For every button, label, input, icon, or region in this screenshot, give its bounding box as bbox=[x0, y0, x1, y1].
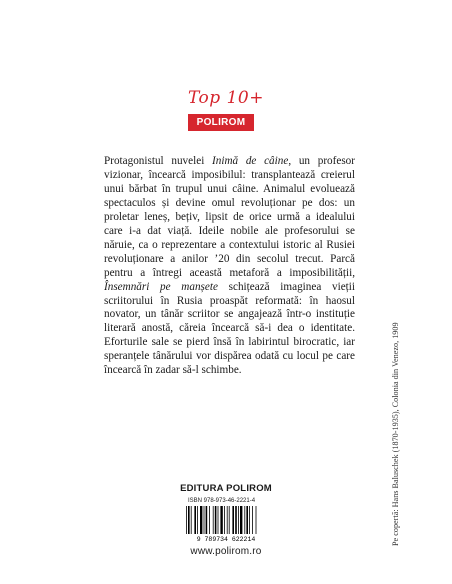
publisher-name: EDITURA POLIROM bbox=[180, 483, 272, 494]
barcode-bar bbox=[224, 506, 225, 534]
blurb-title-1: Inimă de câine bbox=[212, 155, 289, 167]
polirom-badge: POLIROM bbox=[188, 114, 254, 131]
barcode-bar bbox=[232, 506, 234, 534]
blurb-text-3: schițează imaginea vieții scriitorului în Rusia proaspăt reformată: în haosul novator, un tânăr scriitor se angajează într-o instituție literară anostă, căreia încearcă să-i dea o identitate. Eforturile sale se pierd însă în labirintul birocratic, iar speranțele tânărului vor dispărea odată cu locul pe care încearcă în zadar să-l schimbe. bbox=[104, 280, 355, 377]
barcode-bar bbox=[188, 506, 190, 534]
barcode-bar bbox=[246, 506, 248, 534]
blurb-text-1: Protagonistul nuvelei bbox=[104, 155, 213, 167]
barcode-bar bbox=[240, 506, 242, 534]
barcode-bar bbox=[197, 506, 198, 534]
barcode-bar bbox=[220, 506, 222, 534]
barcode-bar bbox=[252, 506, 253, 534]
top10-label: Top 10+ bbox=[188, 88, 264, 108]
blurb-title-2: Însemnări pe manșete bbox=[104, 280, 218, 293]
barcode-bar bbox=[194, 506, 196, 534]
barcode-bar bbox=[204, 506, 205, 534]
barcode-bar bbox=[244, 506, 245, 534]
barcode-bar bbox=[191, 506, 192, 534]
barcode-bar bbox=[209, 506, 210, 534]
barcode-bar bbox=[200, 506, 202, 534]
cover-credit: Pe copertă: Hans Baluschek (1870-1935), Colonia din Venezo, 1909 bbox=[391, 322, 400, 546]
barcode-bar bbox=[238, 506, 239, 534]
barcode-bar bbox=[186, 506, 187, 534]
website-url: www.polirom.ro bbox=[190, 546, 262, 557]
barcode-bar bbox=[229, 506, 230, 534]
barcode-bar bbox=[213, 506, 214, 534]
barcode-bar bbox=[206, 506, 208, 534]
barcode-bar bbox=[249, 506, 250, 534]
isbn-number: ISBN 978-973-46-2221-4 bbox=[188, 498, 256, 504]
barcode-bar bbox=[235, 506, 237, 534]
barcode-digits: 9 789734 622214 bbox=[196, 536, 256, 542]
barcode-bar bbox=[218, 506, 219, 534]
barcode bbox=[184, 506, 268, 542]
blurb-text-2: , un profesor vizionar, încearcă imposibilul: transplantează creierul unui bărbat în trupul unui câine. Animalul evoluează spectaculos și devine omul revoluționar pe dos: un proletar leneș, bețiv, lipsit de orice urmă a idealului care i-a dat viață. Ideile nobile ale profesorului se năruie, ca o reprezentare a contextului istoric al Rusiei revoluționare a anilor ’20 din secolul trecut. Parcă pentru a întregi această metaforă a imposibilității, bbox=[104, 155, 356, 279]
barcode-bar bbox=[215, 506, 217, 534]
back-cover-blurb bbox=[104, 155, 355, 378]
barcode-bar bbox=[227, 506, 228, 534]
barcode-bar bbox=[256, 506, 257, 534]
